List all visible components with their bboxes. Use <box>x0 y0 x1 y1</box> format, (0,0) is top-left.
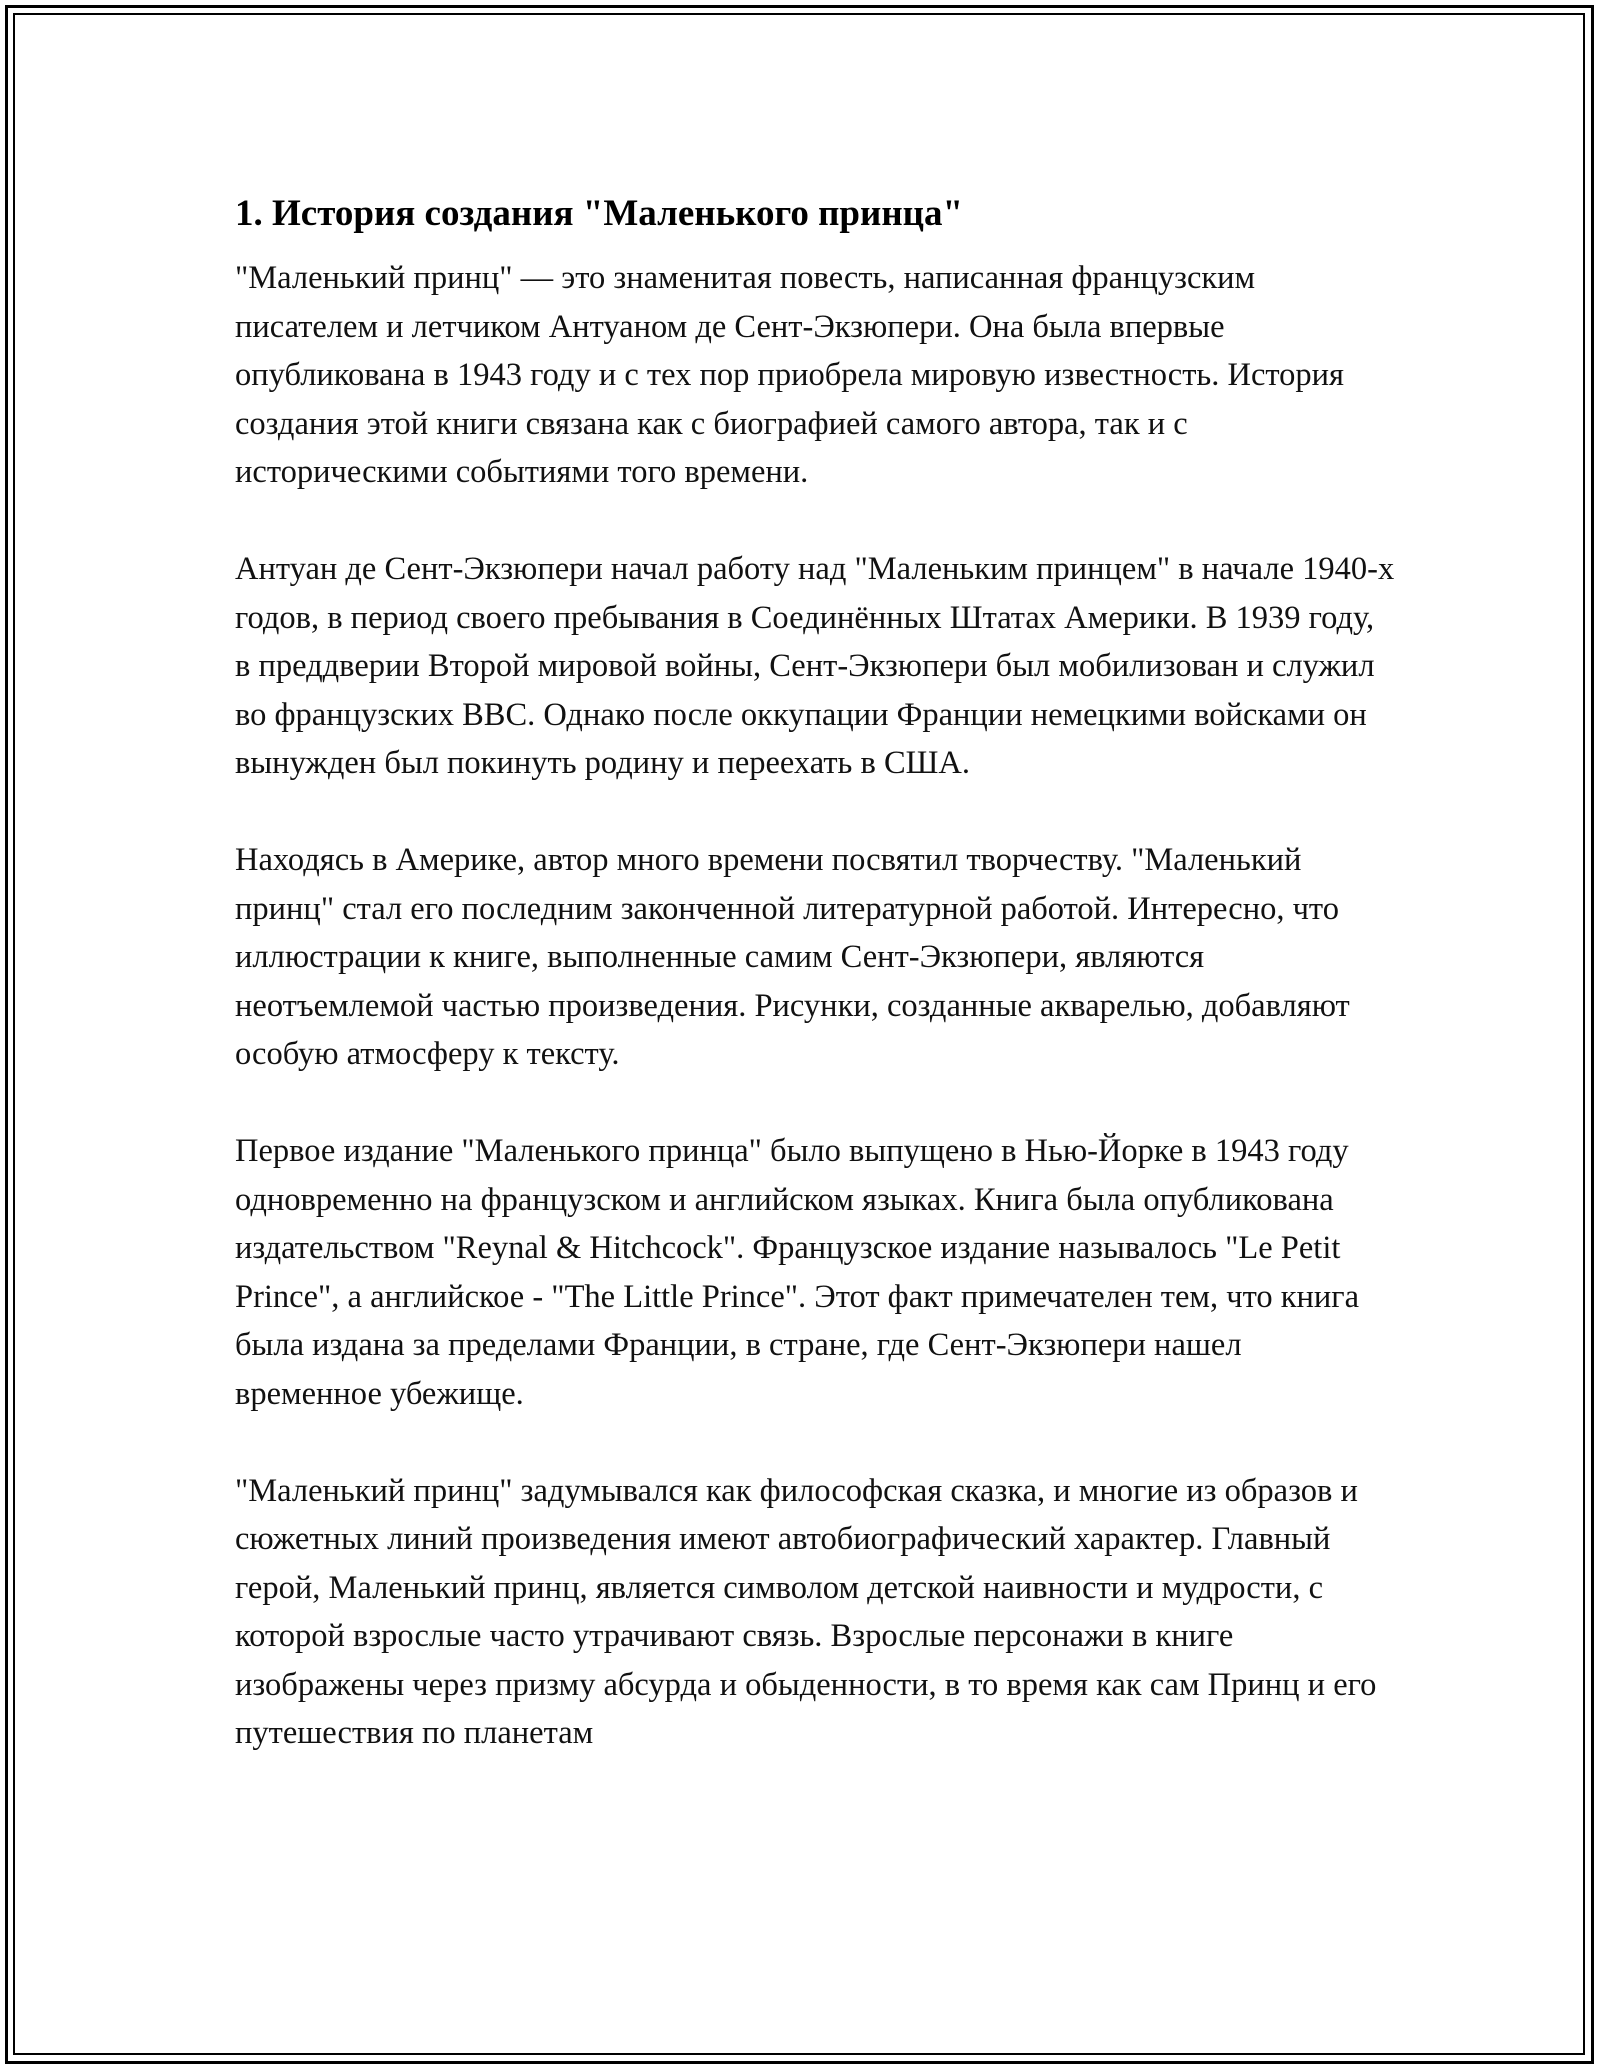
paragraph-3: Находясь в Америке, автор много времени посвятил творчеству. "Маленький принц" стал его последним законченной литературной работой. Интересно, что иллюстрации к книге, выполненные самим Сент-Экзюпери, являются неотъемлемой частью произведения. Рисунки, созданные акварелью, добавляют особую атмосферу к тексту. <box>235 842 1350 1072</box>
paragraph-2: Антуан де Сент-Экзюпери начал работу над "Маленьким принцем" в начале 1940-х годов, в период своего пребывания в Соединённых Штатах Америки. В 1939 году, в преддверии Второй мировой войны, Сент-Экзюпери был мобилизован и служил во французских ВВС. Однако после оккупации Франции немецкими войсками он вынужден был покинуть родину и переехать в США. <box>235 551 1395 781</box>
paragraph-4: Первое издание "Маленького принца" было выпущено в Нью-Йорке в 1943 году одновременно на французском и английском языках. Книга была опубликована издательством "Reynal & Hitchcock". Французское издание называлось "Le Petit Prince", а английское - "The Little Prince". Этот факт примечателен тем, что книга была издана за пределами Франции, в стране, где Сент-Экзюпери нашел временное убежище. <box>235 1133 1360 1412</box>
document-body <box>235 186 1395 1806</box>
paragraph-5: "Маленький принц" задумывался как философская сказка, и многие из образов и сюжетных линий произведения имеют автобиографический характер. Главный герой, Маленький принц, является символом детской наивности и мудрости, с которой взрослые часто утрачивают связь. Взрослые персонажи в книге изображены через призму абсурда и обыденности, в то время как сам Принц и его путешествия по планетам <box>235 1472 1377 1751</box>
paragraph-1: "Маленький принц" — это знаменитая повесть, написанная французским писателем и летчиком Антуаном де Сент-Экзюпери. Она была впервые опубликована в 1943 году и с тех пор приобрела мировую известность. История создания этой книги связана как с биографией самого автора, так и с историческими событиями того времени. <box>235 260 1344 490</box>
section-heading: 1. История создания "Маленького принца" <box>235 193 964 234</box>
